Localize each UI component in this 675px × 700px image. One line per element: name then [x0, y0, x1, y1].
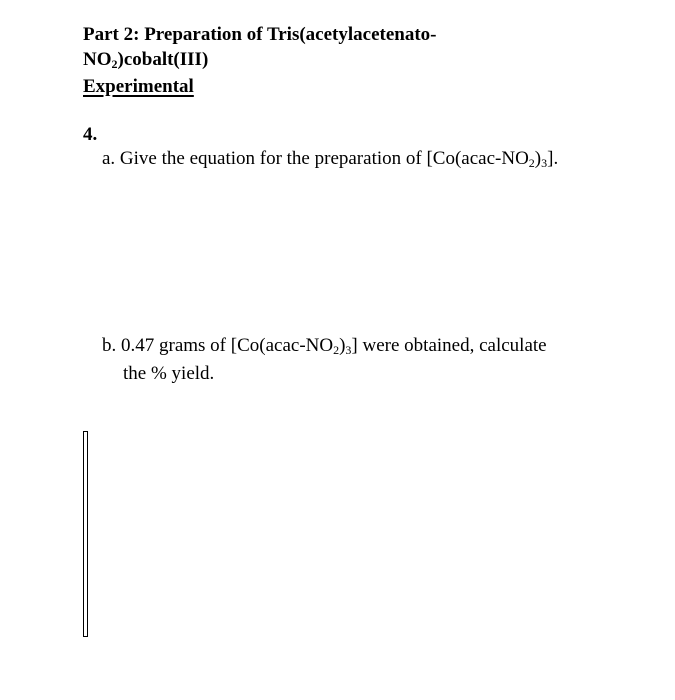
part-a-paren: ) — [534, 148, 542, 169]
part-b-text: b. 0.47 grams of [Co(acac-NO — [102, 335, 334, 356]
part-a-subscript-1: 2 — [528, 156, 535, 170]
section-heading: Experimental — [83, 76, 194, 97]
part-a-subscript-2: 3 — [541, 156, 548, 170]
title-line-2 — [83, 47, 208, 73]
question-part-b-line-1 — [102, 333, 547, 359]
question-part-a — [102, 146, 558, 172]
part-a-text-end: ]. — [547, 148, 559, 169]
answer-text-box[interactable] — [83, 431, 88, 637]
title-cobalt-text: )cobalt(III) — [117, 49, 209, 70]
part-b-paren: ) — [339, 335, 346, 356]
title-subscript: 2 — [111, 57, 118, 71]
title-no-text: NO — [83, 49, 112, 70]
part-a-text: a. Give the equation for the preparation of [Co(acac-NO — [102, 148, 529, 169]
question-part-b-line-2: the % yield. — [123, 363, 215, 384]
title-line-1: Part 2: Preparation of Tris(acetylacetenato- — [83, 24, 437, 45]
question-number: 4. — [83, 124, 98, 145]
part-b-text-end: ] were obtained, calculate — [351, 335, 547, 356]
part-b-subscript-1: 2 — [333, 343, 340, 357]
part-b-subscript-2: 3 — [345, 343, 352, 357]
